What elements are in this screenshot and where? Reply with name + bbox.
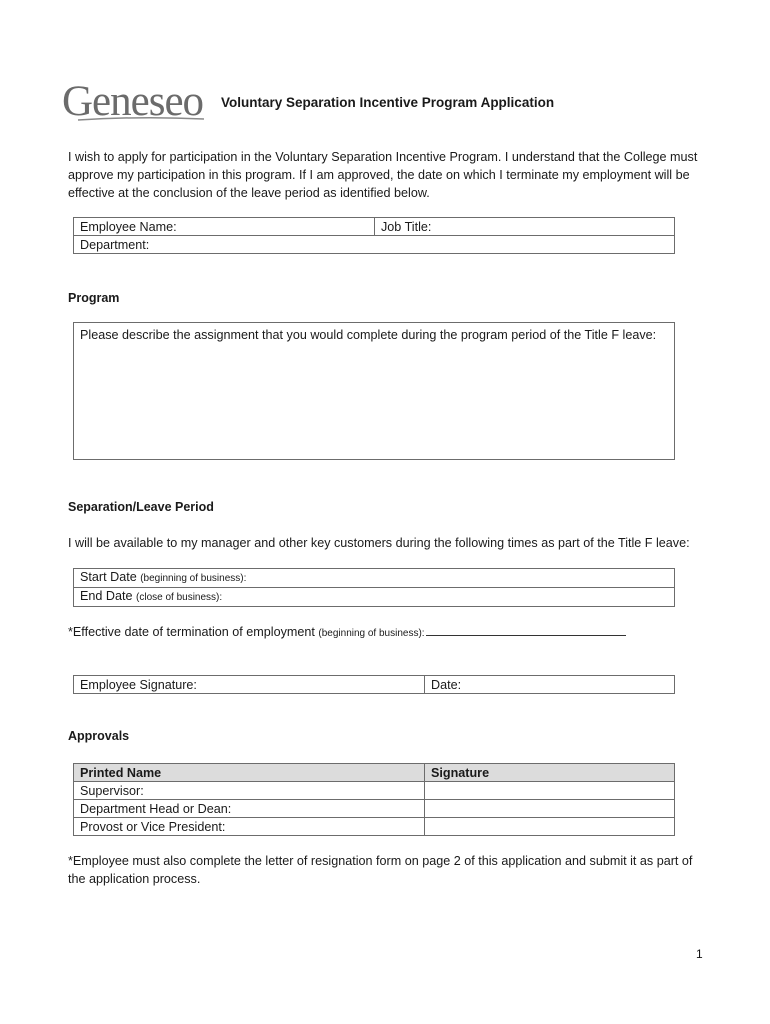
program-prompt: Please describe the assignment that you would complete during the program period of the Title F leave: bbox=[80, 328, 657, 342]
table-row bbox=[74, 782, 675, 800]
department-label: Department: bbox=[80, 237, 150, 252]
effective-date-note: (beginning of business): bbox=[318, 628, 425, 639]
signature-date-label: Date: bbox=[431, 677, 462, 692]
intro-paragraph: I wish to apply for participation in the Voluntary Separation Incentive Program. I understand that the College must approve my participation in this program. If I am approved, the date on which I terminate my employment will be effective at the conclusion of the leave period as identified below. bbox=[68, 150, 698, 200]
effective-date-input[interactable] bbox=[426, 623, 626, 636]
end-date-note: (close of business): bbox=[136, 592, 223, 603]
signature-date-field[interactable] bbox=[425, 676, 675, 694]
job-title-label: Job Title: bbox=[381, 219, 432, 234]
program-description-field[interactable] bbox=[73, 322, 675, 460]
table-row bbox=[74, 818, 675, 836]
dept-head-label: Department Head or Dean: bbox=[80, 801, 232, 816]
supervisor-signature-field[interactable] bbox=[425, 782, 675, 800]
end-date-field[interactable] bbox=[74, 588, 675, 607]
start-date-field[interactable] bbox=[74, 569, 675, 588]
effective-date-label: *Effective date of termination of employment bbox=[68, 625, 315, 639]
dept-head-name-field[interactable] bbox=[74, 800, 425, 818]
geneseo-logo bbox=[62, 80, 210, 124]
signature-table bbox=[73, 675, 675, 694]
employee-name-field[interactable] bbox=[74, 218, 375, 236]
document-header bbox=[62, 80, 554, 124]
dept-head-signature-field[interactable] bbox=[425, 800, 675, 818]
approvals-table bbox=[73, 763, 675, 836]
separation-heading: Separation/Leave Period bbox=[68, 500, 214, 514]
separation-text: I will be available to my manager and other key customers during the following times as part of the Title F leave: bbox=[68, 536, 690, 550]
footnote: *Employee must also complete the letter of resignation form on page 2 of this application and submit it as part of the application process. bbox=[68, 854, 693, 886]
employee-signature-field[interactable] bbox=[74, 676, 425, 694]
document-title: Voluntary Separation Incentive Program Application bbox=[221, 94, 555, 110]
program-heading: Program bbox=[68, 291, 120, 305]
approvals-heading: Approvals bbox=[68, 729, 130, 743]
provost-label: Provost or Vice President: bbox=[80, 819, 226, 834]
leave-dates-table bbox=[73, 568, 675, 607]
job-title-field[interactable] bbox=[375, 218, 675, 236]
department-field[interactable] bbox=[74, 236, 675, 254]
signature-header: Signature bbox=[425, 764, 675, 782]
provost-signature-field[interactable] bbox=[425, 818, 675, 836]
employee-info-table bbox=[73, 217, 675, 254]
employee-name-label: Employee Name: bbox=[80, 219, 177, 234]
page-number: 1 bbox=[696, 947, 703, 961]
table-row bbox=[74, 800, 675, 818]
end-date-label: End Date bbox=[80, 589, 133, 603]
start-date-label: Start Date bbox=[80, 570, 137, 584]
printed-name-header: Printed Name bbox=[74, 764, 425, 782]
logo-text: Geneseo bbox=[62, 78, 204, 125]
provost-name-field[interactable] bbox=[74, 818, 425, 836]
supervisor-name-field[interactable] bbox=[74, 782, 425, 800]
effective-date-line bbox=[68, 623, 626, 639]
start-date-note: (beginning of business): bbox=[140, 573, 247, 584]
supervisor-label: Supervisor: bbox=[80, 783, 144, 798]
logo-swoosh-icon bbox=[76, 116, 206, 122]
employee-signature-label: Employee Signature: bbox=[80, 677, 197, 692]
